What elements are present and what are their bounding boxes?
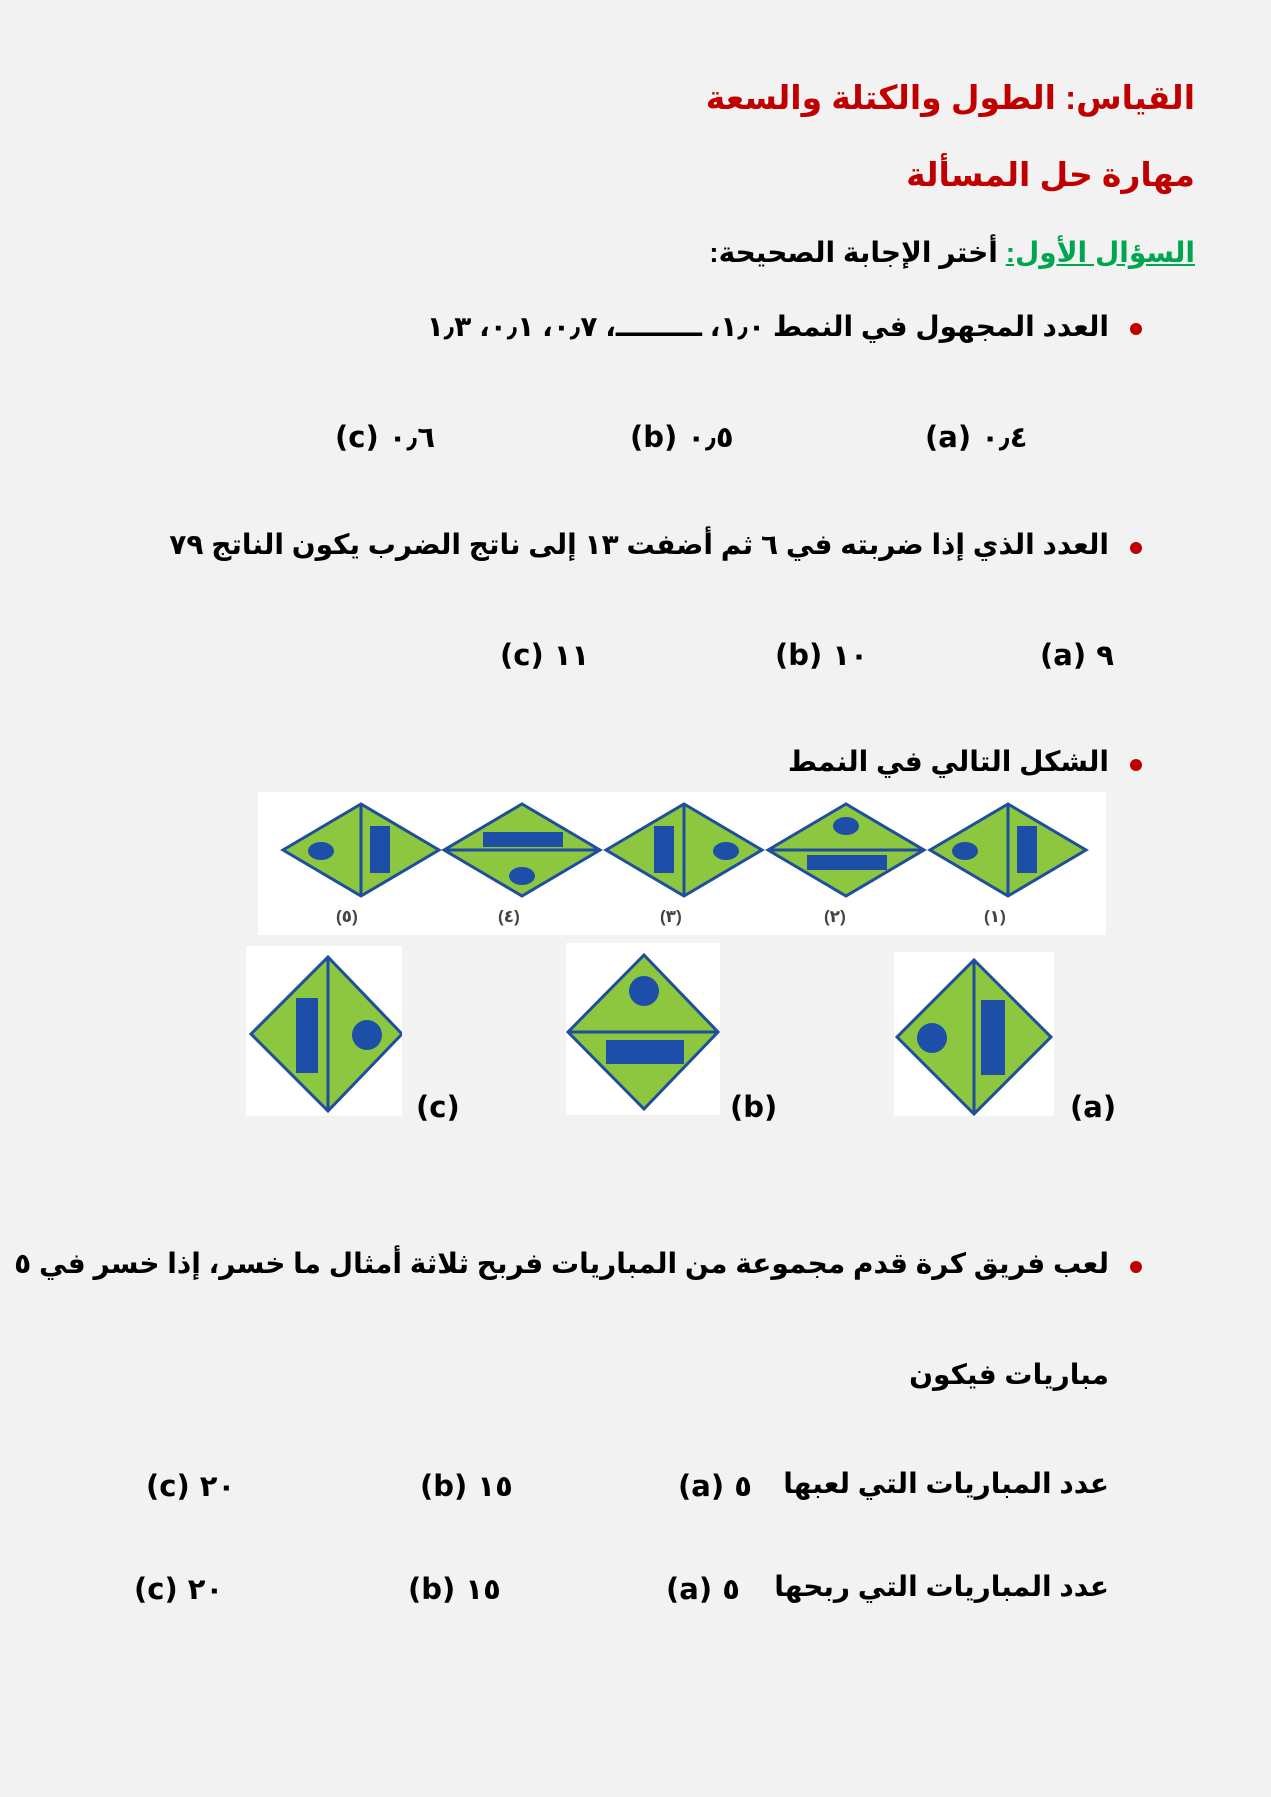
q4-row1-option-c[interactable]: (c) ٢٠ bbox=[146, 1469, 236, 1503]
q3-option-b[interactable]: (b) bbox=[730, 1090, 778, 1124]
q3-option-a[interactable]: (a) bbox=[1070, 1090, 1117, 1124]
q2-text: العدد الذي إذا ضربته في ٦ ثم أضفت ١٣ إلى ناتج الضرب يكون الناتج ٧٩ bbox=[169, 529, 1109, 560]
q3-option-b-figure[interactable] bbox=[566, 943, 720, 1115]
pattern-figure-5 bbox=[283, 804, 439, 896]
question-instruction: أختر الإجابة الصحيحة: bbox=[709, 237, 998, 268]
question-label: السؤال الأول: bbox=[1005, 237, 1195, 268]
q3-option-c[interactable]: (c) bbox=[416, 1090, 460, 1124]
pattern-figure-2 bbox=[768, 804, 924, 896]
q4-text-line1: لعب فريق كرة قدم مجموعة من المباريات فربح ثلاثة أمثال ما خسر، إذا خسر في ٥ bbox=[14, 1248, 1109, 1279]
q4-row2-option-c[interactable]: (c) ٢٠ bbox=[134, 1572, 224, 1606]
sequence-label-3: (٣) bbox=[660, 907, 682, 926]
bullet-q3 bbox=[1130, 759, 1142, 771]
q3-option-c-figure[interactable] bbox=[246, 946, 402, 1116]
q3-text: الشكل التالي في النمط bbox=[787, 746, 1109, 777]
sequence-label-1: (١) bbox=[984, 907, 1006, 926]
question-header bbox=[709, 236, 1195, 269]
q4-row1-option-a[interactable]: (a) ٥ bbox=[678, 1469, 752, 1503]
q1-option-b[interactable]: (b) ٠٫٥ bbox=[630, 420, 734, 454]
q2-option-c[interactable]: (c) ١١ bbox=[500, 638, 590, 672]
sequence-label-2: (٢) bbox=[824, 907, 846, 926]
q3-option-a-figure[interactable] bbox=[894, 952, 1054, 1116]
page-subtitle: مهارة حل المسألة bbox=[906, 156, 1195, 193]
q1-option-a[interactable]: (a) ٠٫٤ bbox=[925, 420, 1028, 454]
q4-row2-option-a[interactable]: (a) ٥ bbox=[666, 1572, 740, 1606]
pattern-sequence bbox=[258, 792, 1106, 935]
q2-option-b[interactable]: (b) ١٠ bbox=[775, 638, 868, 672]
q2-option-a[interactable]: (a) ٩ bbox=[1040, 638, 1114, 672]
q4-row1-label: عدد المباريات التي لعبها bbox=[783, 1468, 1109, 1499]
q1-option-c[interactable]: (c) ٠٫٦ bbox=[335, 420, 436, 454]
q1-text: العدد المجهول في النمط ١٫٠، ـــــــــ، ٠٫٧، ٠٫١، ١٫٣ bbox=[426, 311, 1109, 342]
bullet-q2 bbox=[1130, 542, 1142, 554]
q4-row2-option-b[interactable]: (b) ١٥ bbox=[408, 1572, 501, 1606]
page-title: القياس: الطول والكتلة والسعة bbox=[705, 79, 1195, 116]
q4-row2-label: عدد المباريات التي ربحها bbox=[774, 1571, 1109, 1602]
sequence-label-4: (٤) bbox=[498, 907, 520, 926]
q4-text-line2: مباريات فيكون bbox=[909, 1359, 1109, 1390]
pattern-figure-3 bbox=[606, 804, 762, 896]
bullet-q1 bbox=[1130, 323, 1142, 335]
sequence-label-5: (٥) bbox=[336, 907, 358, 926]
pattern-figure-1 bbox=[930, 804, 1086, 896]
pattern-figure-4 bbox=[444, 804, 600, 896]
bullet-q4 bbox=[1130, 1261, 1142, 1273]
q4-row1-option-b[interactable]: (b) ١٥ bbox=[420, 1469, 513, 1503]
